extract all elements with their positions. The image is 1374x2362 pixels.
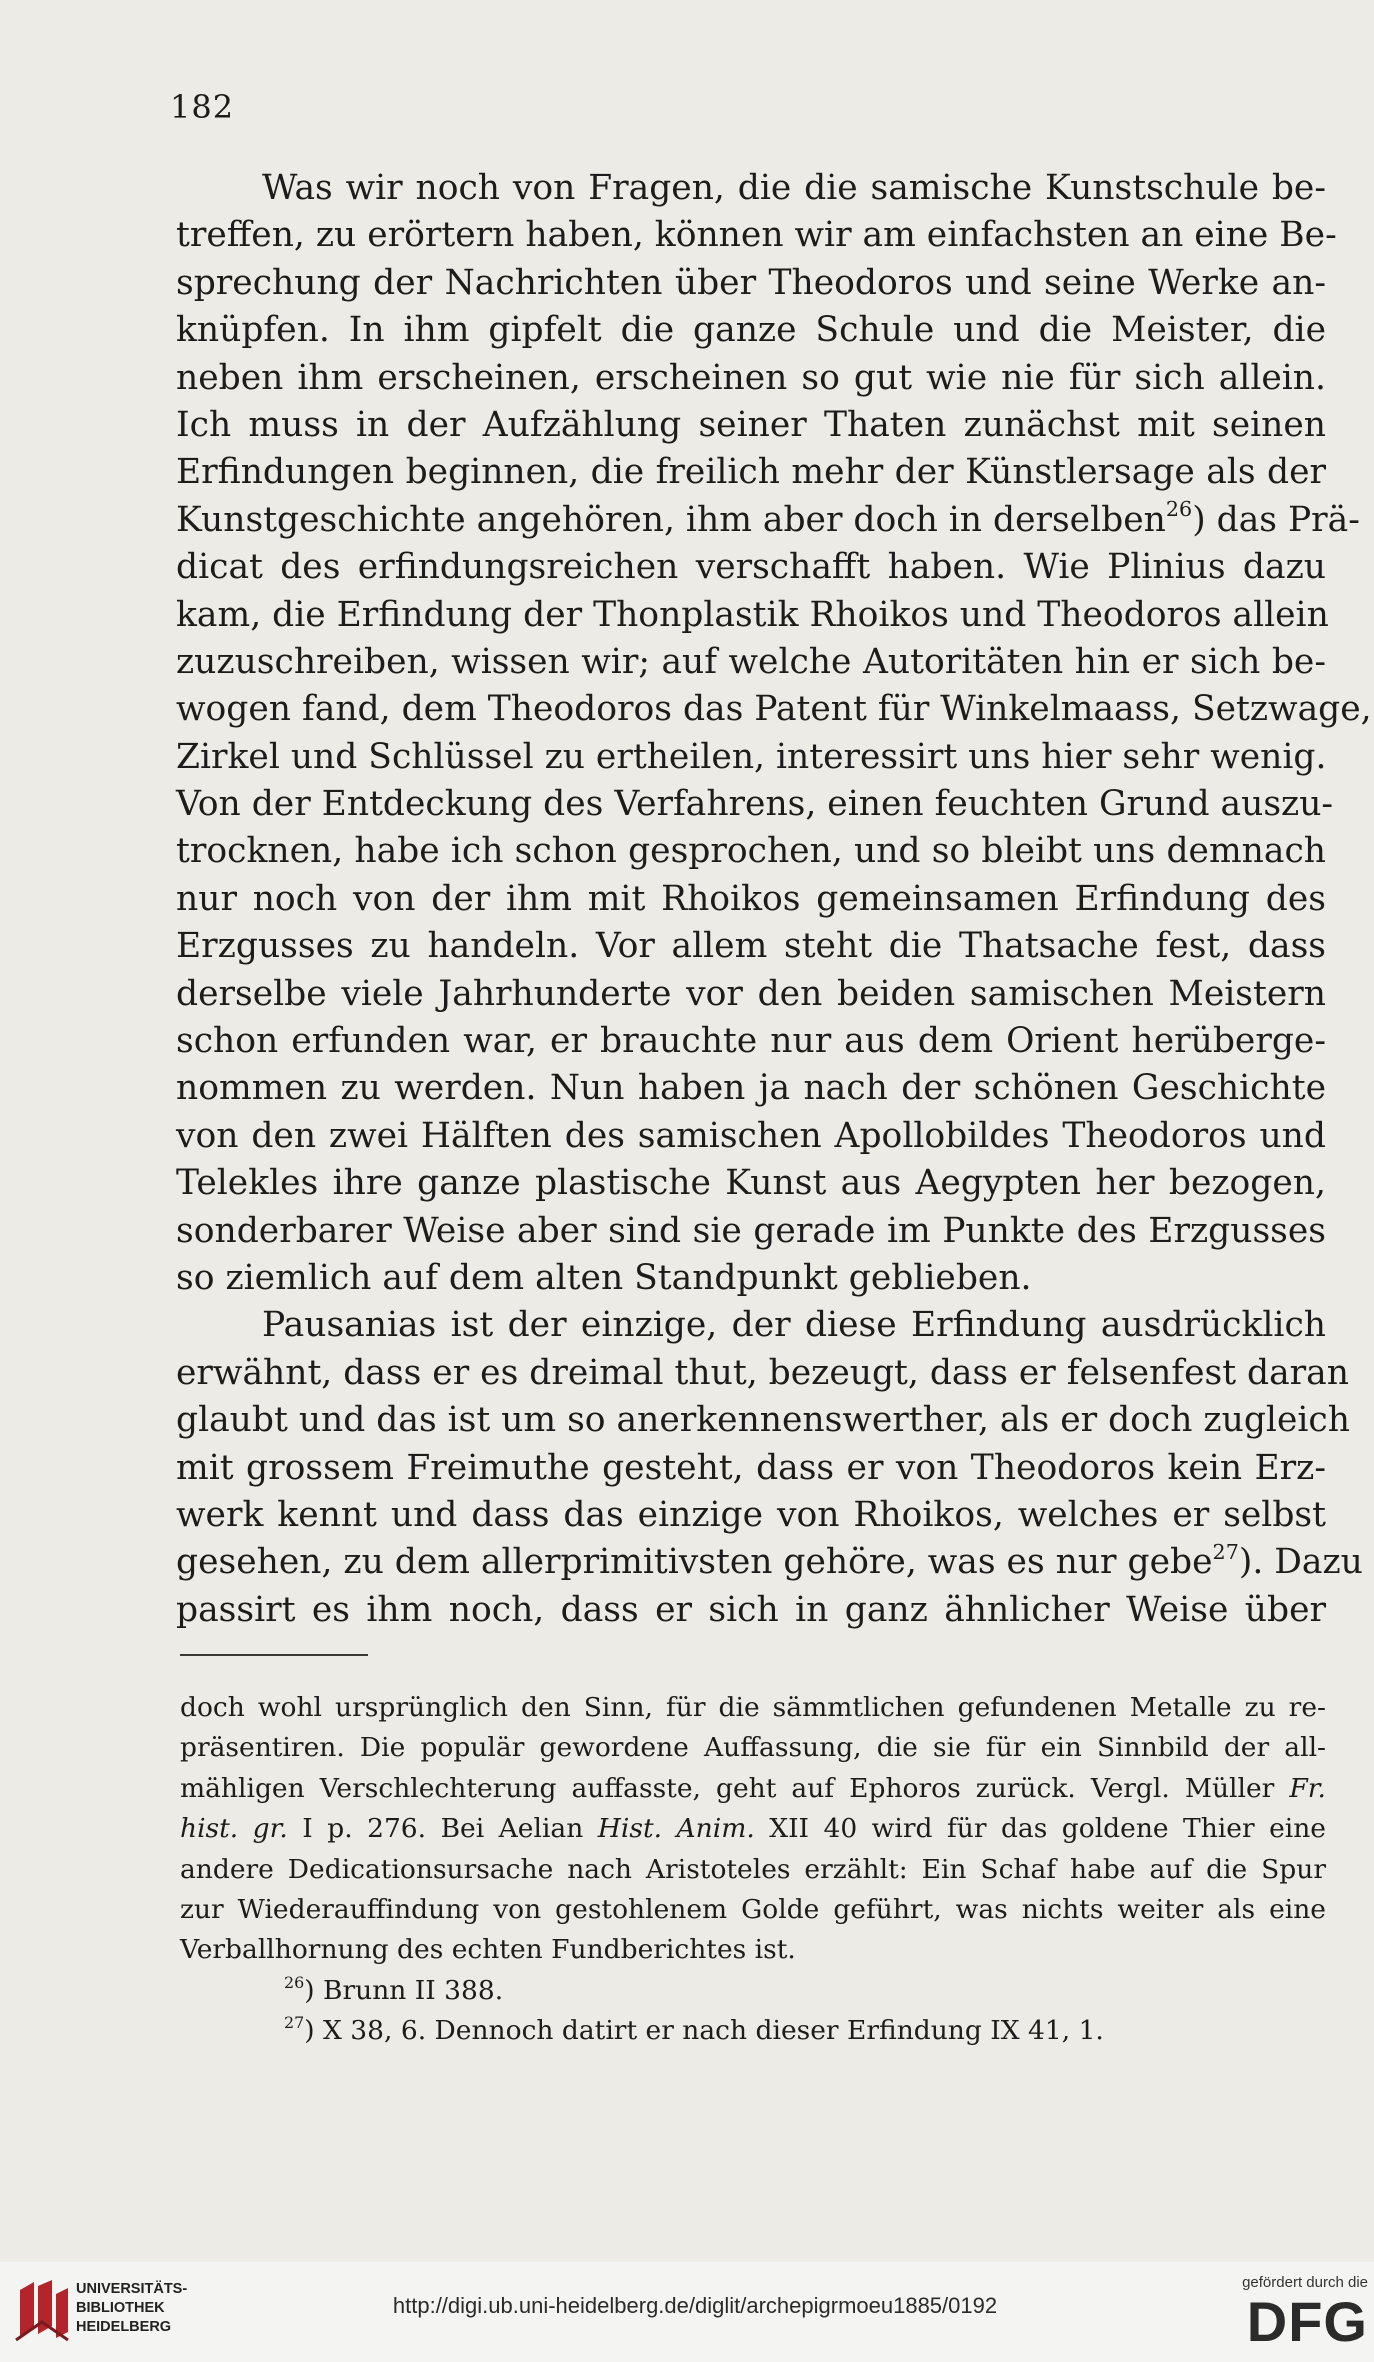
text-line: so ziemlich auf dem alten Standpunkt geblieben. xyxy=(176,1257,1032,1298)
sponsor-logo[interactable] xyxy=(1210,2270,1370,2352)
footnote-text: ) X 38, 6. Dennoch datirt er nach dieser Erfindung IX 41, 1. xyxy=(304,2015,1104,2047)
library-name-line: BIBLIOTHEK xyxy=(76,2300,165,2316)
footnote-number: 27 xyxy=(284,2013,305,2032)
text-line: schon erfunden war, er brauchte nur aus dem Orient herüberge- xyxy=(176,1021,1326,1062)
text-segment: ) das Prä- xyxy=(1192,499,1360,540)
text-line: Von der Entdeckung des Verfahrens, einen feuchten Grund auszu- xyxy=(176,784,1334,825)
text-line: passirt es ihm noch, dass er sich in ganz ähnlicher Weise über xyxy=(176,1589,1326,1630)
footnote-line xyxy=(180,1769,1326,1809)
footnote-line: Verballhornung des echten Fundberichtes ist. xyxy=(180,1934,796,1966)
text-segment: I p. 276. Bei Aelian xyxy=(287,1813,598,1845)
footnote-ref[interactable]: 27 xyxy=(1212,1539,1239,1564)
text-line: von den zwei Hälften des samischen Apollobildes Theodoros und xyxy=(176,1115,1326,1156)
library-crest-icon xyxy=(12,2276,72,2344)
text-line: sonderbarer Weise aber sind sie gerade im Punkte des Erzgusses xyxy=(176,1210,1326,1251)
text-segment: ). Dazu xyxy=(1238,1542,1363,1583)
text-line: zuzuschreiben, wissen wir; auf welche Autoritäten hin er sich be- xyxy=(176,641,1326,682)
text-line: wogen fand, dem Theodoros das Patent für Winkelmaass, Setzwage, xyxy=(176,689,1372,730)
text-line: nur noch von der ihm mit Rhoikos gemeinsamen Erfindung des xyxy=(176,878,1326,919)
text-line: sprechung der Nachrichten über Theodoros und seine Werke an- xyxy=(176,262,1326,303)
footnote-ref[interactable]: 26 xyxy=(1165,497,1193,522)
text-line: Pausanias ist der einzige, der diese Erfindung ausdrücklich xyxy=(262,1305,1326,1346)
text-line: mit grossem Freimuthe gesteht, dass er von Theodoros kein Erz- xyxy=(176,1447,1326,1488)
dfg-logo-text: DFG xyxy=(1246,2290,1368,2353)
text-line: Telekles ihre ganze plastische Kunst aus Aegypten her bezogen, xyxy=(176,1163,1326,1204)
text-line xyxy=(176,497,1360,544)
text-line: werk kennt und dass das einzige von Rhoikos, welches er selbst xyxy=(176,1494,1326,1535)
italic-citation: Hist. Anim. xyxy=(597,1813,755,1845)
text-line: Erfindungen beginnen, die freilich mehr der Künstlersage als der xyxy=(176,452,1326,493)
library-logo[interactable] xyxy=(12,2276,188,2344)
footnote-number: 26 xyxy=(284,1972,305,1992)
footnote-line xyxy=(180,1809,1326,1849)
text-line: neben ihm erscheinen, erscheinen so gut wie nie für sich allein. xyxy=(176,357,1326,398)
page-number: 182 xyxy=(170,88,235,126)
main-text xyxy=(176,165,1372,1634)
text-line: glaubt und das ist um so anerkennenswerther, als er doch zugleich xyxy=(176,1400,1350,1441)
text-line: nommen zu werden. Nun haben ja nach der schönen Geschichte xyxy=(176,1068,1326,1109)
text-line: erwähnt, dass er es dreimal thut, bezeugt, dass er felsenfest daran xyxy=(176,1352,1349,1393)
text-segment: Kunstgeschichte angehören, ihm aber doch in derselben xyxy=(176,499,1166,540)
text-line: Was wir noch von Fragen, die die samische Kunstschule be- xyxy=(262,168,1326,208)
footnote-separator xyxy=(180,1654,368,1656)
footnote-27 xyxy=(180,2011,1326,2051)
text-line: derselbe viele Jahrhunderte vor den beiden samischen Meistern xyxy=(176,973,1326,1014)
library-name-line: HEIDELBERG xyxy=(76,2319,172,2335)
footnote-text: ) Brunn II 388. xyxy=(304,1974,504,2006)
footnotes xyxy=(180,1688,1326,2052)
text-line: trocknen, habe ich schon gesprochen, und so bleibt uns demnach xyxy=(176,831,1326,872)
text-segment: XII 40 wird für das goldene Thier eine xyxy=(754,1813,1326,1845)
text-segment: mähligen Verschlechterung auffasste, geht auf Ephoros zurück. Vergl. Müller xyxy=(180,1772,1275,1804)
sponsor-caption: gefördert durch die xyxy=(1242,2274,1368,2291)
footnote-line: andere Dedicationsursache nach Aristoteles erzählt: Ein Schaf habe auf die Spur xyxy=(180,1853,1326,1885)
library-name xyxy=(76,2280,187,2337)
text-line: knüpfen. In ihm gipfelt die ganze Schule und die Meister, die xyxy=(176,310,1326,351)
text-segment: gesehen, zu dem allerprimitivsten gehöre, was es nur gebe xyxy=(176,1542,1213,1583)
text-line: Ich muss in der Aufzählung seiner Thaten zunächst mit seinen xyxy=(176,404,1326,445)
italic-citation: Fr. xyxy=(1289,1772,1326,1804)
footnote-line: doch wohl ursprünglich den Sinn, für die sämmtlichen gefundenen Metalle zu re- xyxy=(180,1692,1326,1723)
footnote-26 xyxy=(180,1971,1326,2011)
library-name-line: UNIVERSITÄTS- xyxy=(76,2281,188,2297)
footnote-line: zur Wiederauffindung von gestohlenem Golde geführt, was nichts weiter als eine xyxy=(180,1893,1326,1925)
source-url-link[interactable]: http://digi.ub.uni-heidelberg.de/diglit/archepigrmoeu1885/0192 xyxy=(392,2293,998,2318)
italic-citation: hist. gr. xyxy=(180,1813,288,1845)
footnote-line: präsentiren. Die populär gewordene Auffassung, die sie für ein Sinnbild der all- xyxy=(180,1732,1326,1764)
text-line: Zirkel und Schlüssel zu ertheilen, interessirt uns hier sehr wenig. xyxy=(176,736,1327,777)
text-line: dicat des erfindungsreichen verschafft haben. Wie Plinius dazu xyxy=(176,547,1326,588)
text-line: treffen, zu erörtern haben, können wir am einfachsten an eine Be- xyxy=(176,215,1337,256)
text-line: kam, die Erfindung der Thonplastik Rhoikos und Theodoros allein xyxy=(176,594,1329,635)
text-line xyxy=(176,1539,1363,1586)
text-line: Erzgusses zu handeln. Vor allem steht die Thatsache fest, dass xyxy=(176,926,1326,967)
